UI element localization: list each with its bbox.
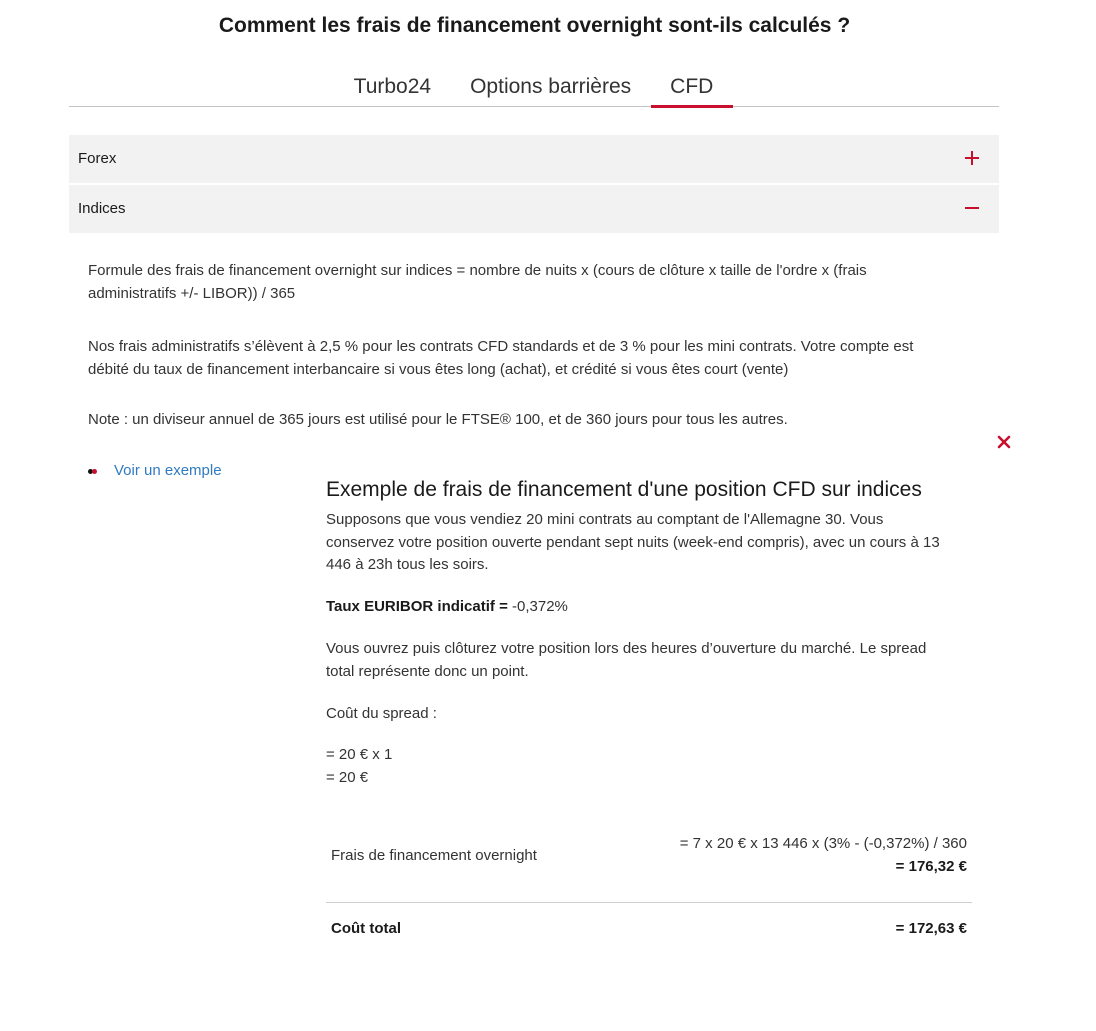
overnight-formula: = 7 x 20 € x 13 446 x (3% - (-0,372%) / 360 (679, 835, 967, 852)
spread-label: Coût du spread : (326, 705, 437, 722)
accordion-forex[interactable] (69, 135, 999, 183)
see-example-label[interactable]: Voir un exemple (114, 462, 222, 479)
overnight-result: = 176,32 € (895, 857, 967, 875)
euribor-rate (326, 596, 976, 619)
spread-calculation: = 20 € x 1 = 20 € (326, 746, 393, 786)
tab-bar (69, 73, 999, 107)
table-row-total (326, 918, 972, 942)
admin-fees-text: Nos frais administratifs s’élèvent à 2,5 % pour les contrats CFD standards et de 3 % pour les mini contrats. Votre compte est débité du taux de financement interbancaire si vous êtes long (achat), et crédité si vous êtes court (vente) (88, 338, 914, 378)
close-icon[interactable] (994, 432, 1014, 452)
formula-text: Formule des frais de financement overnight sur indices = nombre de nuits x (cours de clôture x taille de l'ordre x (frais administratifs +/- LIBOR)) / 365 (88, 262, 867, 302)
total-value: = 172,63 € (895, 920, 967, 937)
accordion-forex-label: Forex (78, 150, 117, 167)
tab-cfd[interactable]: CFD (651, 73, 733, 107)
tab-options-barrieres[interactable]: Options barrières (470, 75, 632, 98)
table-divider (326, 902, 972, 903)
plus-icon[interactable] (961, 147, 983, 169)
example-intro: Supposons que vous vendiez 20 mini contrats au comptant de l'Allemagne 30. Vous conservez votre position ouverte pendant sept nuits (week-end compris), avec un cours à 13 446 à 23h tous les soirs. (326, 511, 940, 573)
total-label: Coût total (331, 920, 401, 937)
example-title: Exemple de frais de financement d'une position CFD sur indices (326, 478, 922, 501)
tab-turbo24[interactable]: Turbo24 (353, 75, 432, 98)
accordion-indices-label: Indices (78, 200, 126, 217)
market-hours-text: Vous ouvrez puis clôturez votre position lors des heures d’ouverture du marché. Le spread total représente donc un point. (326, 640, 927, 680)
overnight-label: Frais de financement overnight (331, 847, 537, 864)
bullet-icon (88, 466, 108, 476)
table-row-overnight (326, 833, 972, 883)
note-text: Note : un diviseur annuel de 365 jours est utilisé pour le FTSE® 100, et de 360 jours pour tous les autres. (88, 411, 788, 428)
page-title: Comment les frais de financement overnight sont-ils calculés ? (218, 14, 851, 37)
accordion-indices[interactable] (69, 185, 999, 233)
minus-icon[interactable] (961, 197, 983, 219)
overnight-value (680, 833, 967, 878)
see-example-link[interactable] (88, 462, 222, 479)
euribor-value: -0,372% (507, 598, 568, 615)
euribor-label: Taux EURIBOR indicatif = (326, 598, 508, 615)
